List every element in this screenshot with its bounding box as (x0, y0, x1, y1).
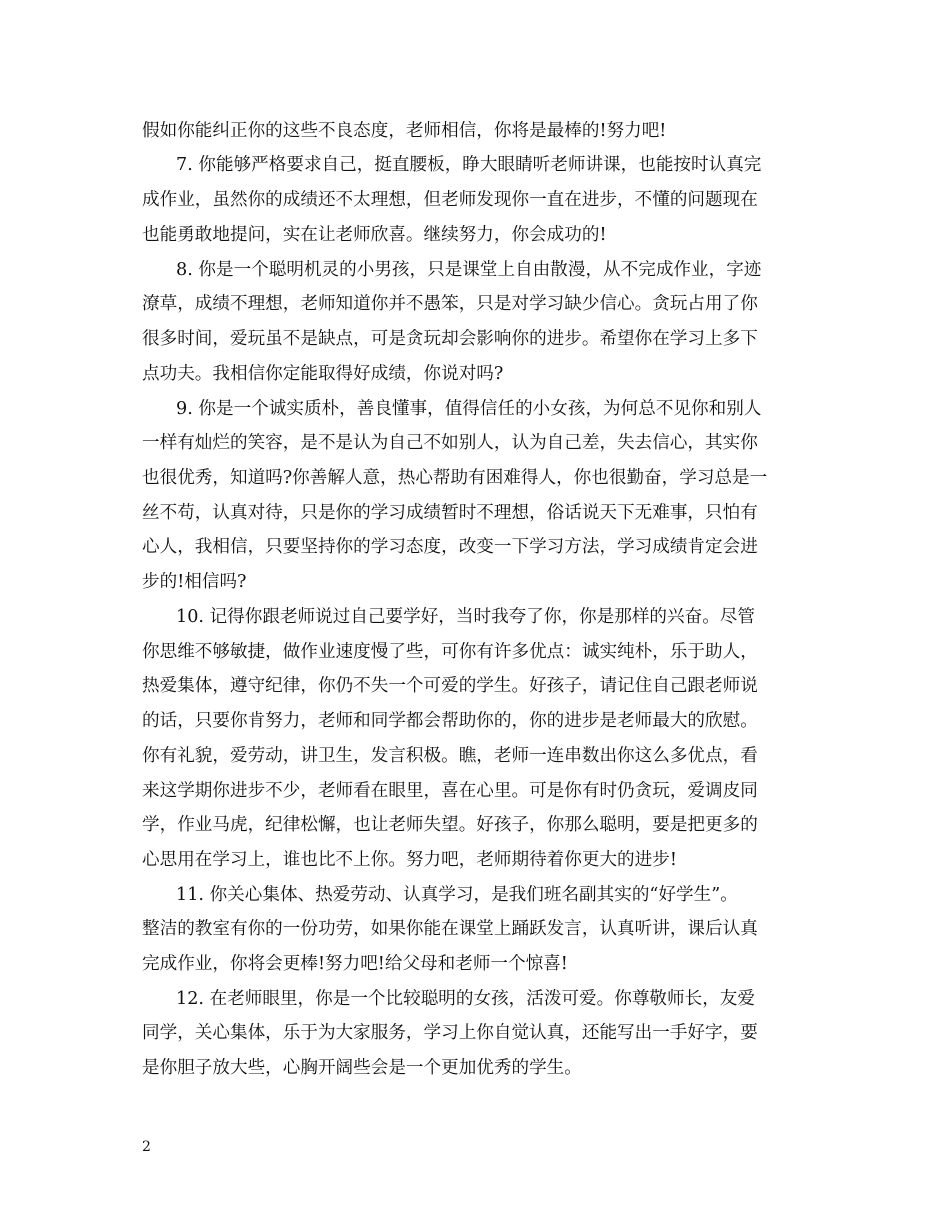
paragraph-11-start: 11. 你关心集体、热爱劳动、认真学习，是我们班名副其实的“好学生”。 (176, 885, 738, 905)
text-line: 你有礼貌，爱劳动，讲卫生，发言积极。瞧，老师一连串数出你这么多优点，看 (142, 746, 758, 766)
text-line: 步的!相信吗? (142, 572, 247, 592)
text-line: 整洁的教室有你的一份功劳，如果你能在课堂上踊跃发言，认真听讲，课后认真 (142, 919, 758, 939)
paragraph-7-start: 7. 你能够严格要求自己，挺直腰板，睁大眼睛听老师讲课，也能按时认真完 (176, 155, 762, 175)
paragraph-8-start: 8. 你是一个聪明机灵的小男孩，只是课堂上自由散漫，从不完成作业，字迹 (176, 260, 762, 280)
text-line: 学，作业马虎，纪律松懈，也让老师失望。好孩子，你那么聪明，要是把更多的 (142, 815, 758, 835)
page-number: 2 (142, 1139, 151, 1155)
text-line: 丝不苟，认真对待，只是你的学习成绩暂时不理想，俗话说天下无难事，只怕有 (142, 503, 758, 523)
text-line: 一样有灿烂的笑容，是不是认为自己不如别人，认为自己差，失去信心，其实你 (142, 433, 758, 453)
text-line: 也很优秀，知道吗?你善解人意，热心帮助有困难得人，你也很勤奋，学习总是一 (142, 468, 768, 488)
text-line: 的话，只要你肯努力，老师和同学都会帮助你的，你的进步是老师最大的欣慰。 (142, 711, 758, 731)
paragraph-9-start: 9. 你是一个诚实质朴，善良懂事，值得信任的小女孩，为何总不见你和别人 (176, 399, 762, 419)
paragraph-10-start: 10. 记得你跟老师说过自己要学好，当时我夸了你，你是那样的兴奋。尽管 (176, 607, 755, 627)
text-line: 完成作业，你将会更棒!努力吧!给父母和老师一个惊喜! (142, 954, 568, 974)
text-line: 也能勇敢地提问，实在让老师欣喜。继续努力，你会成功的! (142, 225, 607, 245)
text-line: 你思维不够敏捷，做作业速度慢了些，可你有许多优点：诚实纯朴，乐于助人， (142, 642, 758, 662)
text-line: 很多时间，爱玩虽不是缺点，可是贪玩却会影响你的进步。希望你在学习上多下 (142, 329, 758, 349)
text-line: 成作业，虽然你的成绩还不太理想，但老师发现你一直在进步，不懂的问题现在 (142, 190, 758, 210)
text-line: 热爱集体，遵守纪律，你仍不失一个可爱的学生。好孩子，请记住自己跟老师说 (142, 676, 758, 696)
text-line: 同学，关心集体，乐于为大家服务，学习上你自觉认真，还能写出一手好字，要 (142, 1023, 758, 1043)
text-line: 心人，我相信，只要坚持你的学习态度，改变一下学习方法，学习成绩肯定会进 (142, 537, 758, 557)
paragraph-12-start: 12. 在老师眼里，你是一个比较聪明的女孩，活泼可爱。你尊敬师长，友爱 (176, 989, 755, 1009)
text-line: 潦草，成绩不理想，老师知道你并不愚笨，只是对学习缺少信心。贪玩占用了你 (142, 294, 758, 314)
text-line: 是你胆子放大些，心胸开阔些会是一个更加优秀的学生。 (142, 1058, 582, 1078)
text-line: 心思用在学习上，谁也比不上你。努力吧，老师期待着你更大的进步! (142, 850, 677, 870)
text-line: 假如你能纠正你的这些不良态度，老师相信，你将是最棒的!努力吧! (142, 121, 667, 141)
text-line: 来这学期你进步不少，老师看在眼里，喜在心里。可是你有时仍贪玩，爱调皮同 (142, 781, 758, 801)
text-line: 点功夫。我相信你定能取得好成绩，你说对吗? (142, 364, 504, 384)
